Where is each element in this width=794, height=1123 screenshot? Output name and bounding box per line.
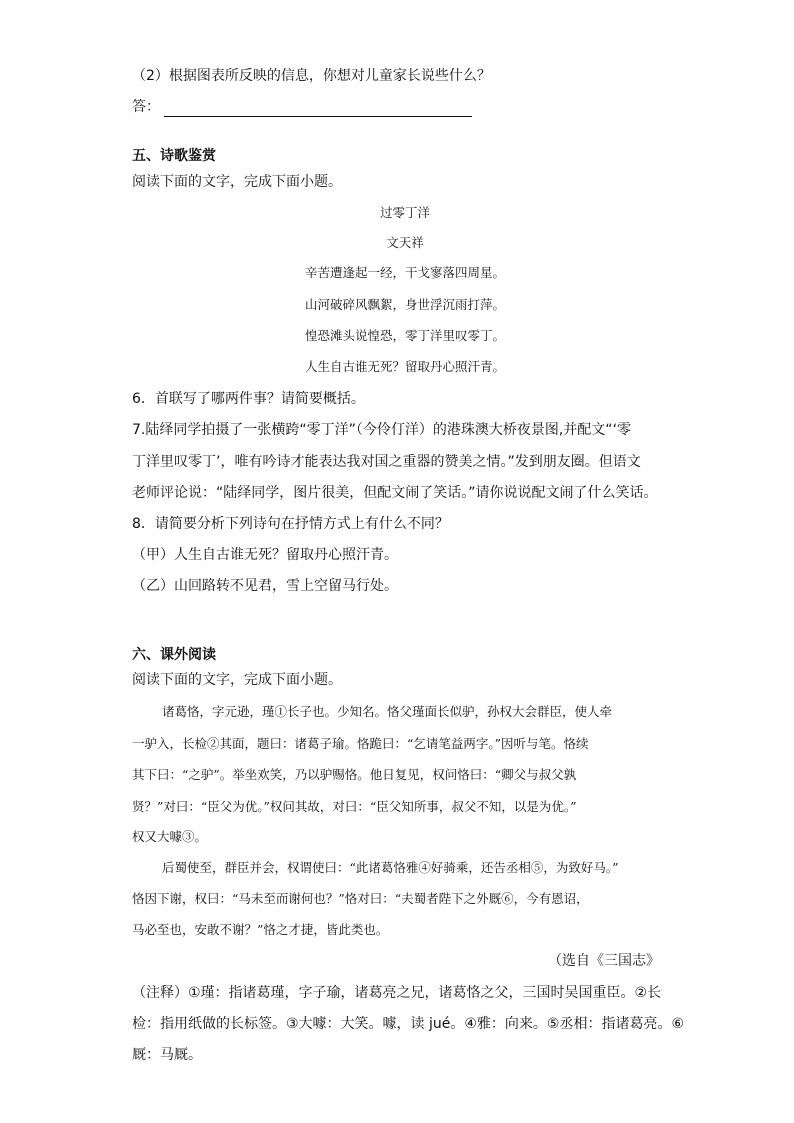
notes-line: （注释）①瑾：指诸葛瑾，字子瑜，诸葛亮之兄，诸葛恪之父，三国时吴国重臣。②长 (132, 985, 662, 1001)
passage-line: 一驴入，长检②其面，题曰：诸葛子瑜。恪跪曰：“乞请笔益两字。”因听与笔。恪续 (132, 736, 589, 751)
section-6-instruction: 阅读下面的文字，完成下面小题。 (132, 672, 342, 688)
section-5-instruction: 阅读下面的文字，完成下面小题。 (132, 174, 342, 190)
question-7-line: 老师评论说：“陆绎同学，图片很美，但配文闹了笑话。”请你说说配文闹了什么笑话。 (132, 485, 658, 501)
poem-line: 惶恐滩头说惶恐，零丁洋里叹零丁。 (304, 328, 505, 343)
question-2: （2）根据图表所反映的信息，你想对儿童家长说些什么？ (132, 68, 491, 84)
question-7-line: 丁洋里叹零丁’，唯有吟诗才能表达我对国之重器的赞美之情。”发到朋友圈。但语文 (132, 454, 641, 470)
answer-blank-line[interactable] (164, 100, 472, 117)
answer-label: 答： (132, 99, 160, 115)
poem-line: 人生自古谁无死？留取丹心照汗青。 (304, 359, 505, 374)
passage-line: 恪因下谢，权曰：“马未至而谢何也？”恪对曰：“夫蜀者陛下之外厩⑥，今有恩诏， (132, 891, 589, 906)
question-8-verse-a: （甲）人生自古谁无死？留取丹心照汗青。 (132, 547, 398, 563)
notes-line: 检：指用纸做的长标签。③大噱：大笑。噱，读 jué。④雅：向来。⑤丞相：指诸葛亮。⑥ (132, 1016, 685, 1032)
poem-title: 过零丁洋 (379, 205, 430, 220)
passage-line: 诸葛恪，字元逊，瑾①长子也。少知名。恪父瑾面长似驴，孙权大会群臣，使人牵 (162, 704, 613, 719)
poem-line: 山河破碎风飘絮，身世浮沉雨打萍。 (304, 297, 505, 312)
notes-line: 厩：马厩。 (132, 1047, 202, 1063)
poem-author: 文天祥 (386, 235, 424, 250)
question-8: 8．请简要分析下列诗句在抒情方式上有什么不同？ (132, 516, 449, 532)
answer-row (132, 97, 472, 117)
passage-source: （选自《三国志》 (548, 953, 660, 969)
question-7-line: 7.陆绎同学拍摄了一张横跨“零丁洋”（今伶仃洋）的港珠澳大桥夜景图,并配文“‘零 (132, 422, 632, 438)
poem-line: 辛苦遭逢起一经，干戈寥落四周星。 (304, 265, 505, 280)
question-6: 6．首联写了哪两件事？请简要概括。 (132, 391, 365, 407)
section-6-heading: 六、课外阅读 (132, 647, 216, 663)
passage-line: 贤？”对曰：“臣父为优。”权问其故，对曰：“臣父知所事，叔父不知，以是为优。” (132, 799, 577, 814)
passage-line: 马必至也，安敢不谢？”恪之才捷，皆此类也。 (132, 922, 389, 937)
section-5-heading: 五、诗歌鉴赏 (132, 148, 216, 164)
passage-line: 权又大噱③。 (132, 829, 208, 844)
passage-line: 其下曰：“之驴”。举坐欢笑，乃以驴赐恪。他日复见，权问恪曰：“卿父与叔父孰 (132, 767, 577, 782)
passage-line: 后蜀使至，群臣并会，权谓使曰：“此诸葛恪雅④好骑乘，还告丞相⑤，为致好马。” (162, 860, 619, 875)
question-8-verse-b: （乙）山回路转不见君，雪上空留马行处。 (132, 578, 398, 594)
